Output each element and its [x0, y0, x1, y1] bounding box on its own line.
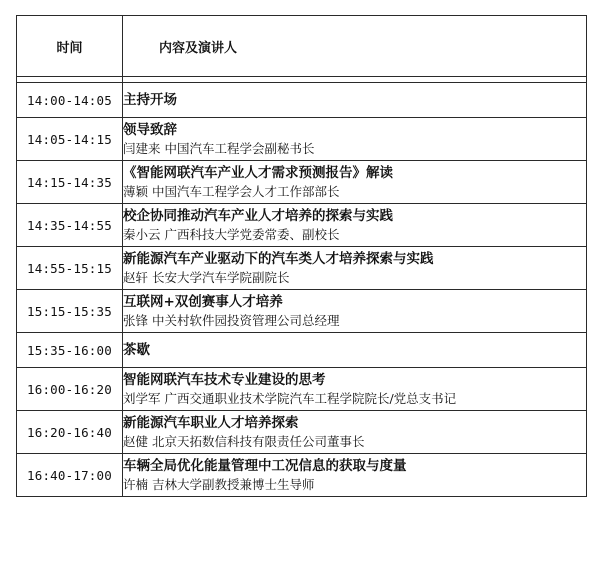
content-cell [123, 333, 587, 368]
header-time: 时间 [17, 16, 123, 77]
time-cell: 15:35-16:00 [17, 333, 123, 368]
content-cell [123, 83, 587, 118]
speaker-info: 闫建来 中国汽车工程学会副秘书长 [123, 141, 315, 156]
agenda-table [16, 15, 587, 497]
topic-title: 互联网+双创赛事人才培养 [123, 294, 283, 310]
table-row [17, 368, 587, 411]
time-cell: 14:05-14:15 [17, 118, 123, 161]
topic-title: 新能源汽车职业人才培养探索 [123, 415, 299, 431]
speaker-info: 赵健 北京天拓数信科技有限责任公司董事长 [123, 434, 365, 449]
speaker-info: 刘学军 广西交通职业技术学院汽车工程学院院长/党总支书记 [123, 391, 457, 406]
time-cell: 15:15-15:35 [17, 290, 123, 333]
time-cell: 16:40-17:00 [17, 454, 123, 497]
content-cell [123, 204, 587, 247]
speaker-info: 许楠 吉林大学副教授兼博士生导师 [123, 477, 315, 492]
table-row [17, 333, 587, 368]
table-row [17, 454, 587, 497]
time-cell: 16:00-16:20 [17, 368, 123, 411]
content-cell [123, 118, 587, 161]
table-row [17, 290, 587, 333]
content-cell [123, 454, 587, 497]
table-row [17, 247, 587, 290]
table-header [17, 16, 587, 77]
time-cell: 14:35-14:55 [17, 204, 123, 247]
content-cell [123, 411, 587, 454]
content-cell [123, 290, 587, 333]
time-cell: 14:00-14:05 [17, 83, 123, 118]
table-row [17, 83, 587, 118]
table-row [17, 204, 587, 247]
time-cell: 14:15-14:35 [17, 161, 123, 204]
topic-title: 校企协同推动汽车产业人才培养的探索与实践 [123, 208, 393, 224]
topic-title: 《智能网联汽车产业人才需求预测报告》解读 [123, 165, 393, 181]
topic-title: 车辆全局优化能量管理中工况信息的获取与度量 [123, 458, 407, 474]
topic-title: 领导致辞 [123, 122, 177, 138]
content-cell [123, 161, 587, 204]
table-row [17, 411, 587, 454]
content-cell [123, 247, 587, 290]
topic-title: 主持开场 [123, 91, 177, 108]
table-row [17, 161, 587, 204]
speaker-info: 张锋 中关村软件园投资管理公司总经理 [123, 313, 340, 328]
speaker-info: 赵轩 长安大学汽车学院副院长 [123, 270, 290, 285]
table-row [17, 118, 587, 161]
header-content: 内容及演讲人 [123, 16, 587, 77]
topic-title: 新能源汽车产业驱动下的汽车类人才培养探索与实践 [123, 251, 434, 267]
topic-title: 茶歇 [123, 341, 150, 358]
content-cell [123, 368, 587, 411]
topic-title: 智能网联汽车技术专业建设的思考 [123, 372, 326, 388]
speaker-info: 秦小云 广西科技大学党委常委、副校长 [123, 227, 340, 242]
time-cell: 16:20-16:40 [17, 411, 123, 454]
time-cell: 14:55-15:15 [17, 247, 123, 290]
speaker-info: 薄颖 中国汽车工程学会人才工作部部长 [123, 184, 340, 199]
